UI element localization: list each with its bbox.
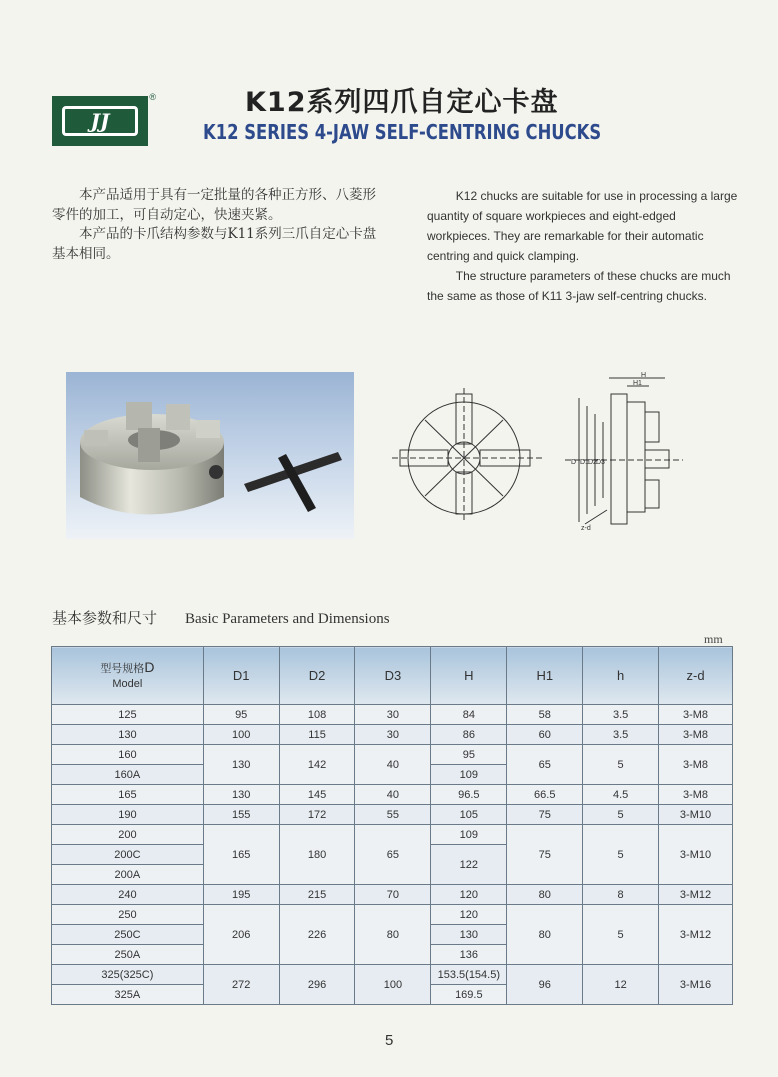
cell: 75: [507, 805, 583, 825]
intro-cn-p1: 本产品适用于具有一定批量的各种正方形、八菱形零件的加工，可自动定心，快速夹紧。: [52, 187, 376, 223]
cell: 12: [583, 965, 659, 1005]
front-view-drawing: [392, 388, 542, 523]
cell: 195: [203, 885, 279, 905]
dim-h1-label: H1: [633, 380, 642, 387]
table-header-row: [52, 647, 733, 705]
cell: 165: [203, 825, 279, 885]
side-view-drawing: [565, 372, 685, 534]
cell: 130: [203, 745, 279, 785]
dim-d-label: D: [571, 459, 577, 466]
cell: 3-M8: [659, 705, 733, 725]
table-row: [52, 905, 733, 925]
cell: 115: [279, 725, 355, 745]
intro-en-p1: K12 chucks are suitable for use in processing a large quantity of square workpieces and eight-edged workpieces. They are remarkable for their automatic centring and quick clamping.: [427, 189, 738, 263]
cell: 105: [431, 805, 507, 825]
cell: 60: [507, 725, 583, 745]
cell: 3-M10: [659, 805, 733, 825]
cell: 80: [507, 905, 583, 965]
header-model-d: D: [144, 658, 155, 675]
chuck-photo-image: [66, 372, 354, 539]
section-heading-cn: 基本参数和尺寸: [52, 609, 158, 627]
cell: 169.5: [431, 985, 507, 1005]
page-title-cn: K12系列四爪自定心卡盘: [245, 87, 559, 118]
table-row: [52, 825, 733, 845]
cell-model: 200C: [52, 845, 204, 865]
cell: 75: [507, 825, 583, 885]
page-title-en: K12 SERIES 4-JAW SELF-CENTRING CHUCKS: [203, 120, 602, 144]
table-row: [52, 745, 733, 765]
cell: 55: [355, 805, 431, 825]
cell: 226: [279, 905, 355, 965]
cell: 3.5: [583, 725, 659, 745]
header-h: h: [583, 647, 659, 705]
cell-model: 200A: [52, 865, 204, 885]
cell: 3-M8: [659, 725, 733, 745]
cell: 180: [279, 825, 355, 885]
cell: 58: [507, 705, 583, 725]
cell: 120: [431, 905, 507, 925]
cell-model: 160A: [52, 765, 204, 785]
page-number: 5: [385, 1032, 394, 1049]
cell: 30: [355, 725, 431, 745]
cell: 84: [431, 705, 507, 725]
dim-h-label: H: [641, 372, 647, 379]
cell: 145: [279, 785, 355, 805]
cell: 3-M12: [659, 885, 733, 905]
dim-d2-label: D2: [588, 459, 597, 466]
cell: 65: [507, 745, 583, 785]
cell: 96: [507, 965, 583, 1005]
cell: 215: [279, 885, 355, 905]
header-model: [52, 647, 204, 705]
cell: 109: [431, 825, 507, 845]
cell: 206: [203, 905, 279, 965]
cell: 66.5: [507, 785, 583, 805]
cell: 108: [279, 705, 355, 725]
cell: 86: [431, 725, 507, 745]
section-heading-en: Basic Parameters and Dimensions: [185, 611, 390, 627]
cell: 4.5: [583, 785, 659, 805]
cell: 136: [431, 945, 507, 965]
header-d1: D1: [203, 647, 279, 705]
cell: 120: [431, 885, 507, 905]
cell: 155: [203, 805, 279, 825]
cell-model: 325(325C): [52, 965, 204, 985]
cell: 5: [583, 905, 659, 965]
cell-model: 165: [52, 785, 204, 805]
dim-zd-label: z-d: [581, 525, 591, 532]
cell: 5: [583, 745, 659, 785]
cell-model: 130: [52, 725, 204, 745]
header-d2: D2: [279, 647, 355, 705]
header-model-en: Model: [112, 677, 143, 690]
header-h1: H1: [507, 647, 583, 705]
cell: 3-M16: [659, 965, 733, 1005]
cell: 5: [583, 825, 659, 885]
dim-d1-label: D1: [580, 459, 589, 466]
cell: 65: [355, 825, 431, 885]
cell: 3-M10: [659, 825, 733, 885]
cell-model: 190: [52, 805, 204, 825]
dim-d3-label: D3: [596, 459, 605, 466]
cell: 70: [355, 885, 431, 905]
cell: 109: [431, 765, 507, 785]
cell: 40: [355, 745, 431, 785]
cell: 3-M12: [659, 905, 733, 965]
registered-mark: ®: [149, 92, 156, 102]
cell-model: 200: [52, 825, 204, 845]
logo-text: JJ: [90, 109, 110, 133]
cell-model: 250A: [52, 945, 204, 965]
section-heading: [52, 607, 390, 628]
cell: 172: [279, 805, 355, 825]
cell: 130: [203, 785, 279, 805]
cell-model: 125: [52, 705, 204, 725]
cell: 3-M8: [659, 745, 733, 785]
intro-en: [427, 186, 739, 306]
cell: 3.5: [583, 705, 659, 725]
table-row: [52, 725, 733, 745]
cell: 272: [203, 965, 279, 1005]
intro-en-p2: The structure parameters of these chucks are much the same as those of K11 3-jaw self-centring chucks.: [427, 269, 731, 303]
header-model-cn: 型号规格: [100, 662, 145, 675]
cell: 3-M8: [659, 785, 733, 805]
cell: 100: [203, 725, 279, 745]
product-photo: [66, 372, 354, 539]
cell: 100: [355, 965, 431, 1005]
table-row: [52, 885, 733, 905]
cell: 122: [431, 845, 507, 885]
cell: 130: [431, 925, 507, 945]
cell-model: 325A: [52, 985, 204, 1005]
cell: 95: [431, 745, 507, 765]
cell: 80: [507, 885, 583, 905]
company-logo: [52, 92, 156, 146]
cell-model: 240: [52, 885, 204, 905]
cell: 296: [279, 965, 355, 1005]
header-zd: z-d: [659, 647, 733, 705]
cell: 40: [355, 785, 431, 805]
cell: 142: [279, 745, 355, 785]
cell-model: 250: [52, 905, 204, 925]
header-h-total: H: [431, 647, 507, 705]
unit-label: mm: [704, 632, 723, 646]
cell: 5: [583, 805, 659, 825]
cell: 8: [583, 885, 659, 905]
cell: 80: [355, 905, 431, 965]
parameters-table: [51, 646, 733, 1005]
table-row: [52, 805, 733, 825]
table-row: [52, 785, 733, 805]
cell: 95: [203, 705, 279, 725]
table-row: [52, 705, 733, 725]
cell-model: 160: [52, 745, 204, 765]
cell: 153.5(154.5): [431, 965, 507, 985]
cell-model: 250C: [52, 925, 204, 945]
intro-cn: [52, 186, 382, 264]
header-d3: D3: [355, 647, 431, 705]
cell: 96.5: [431, 785, 507, 805]
cell: 30: [355, 705, 431, 725]
intro-cn-p2: 本产品的卡爪结构参数与K11系列三爪自定心卡盘基本相同。: [52, 226, 377, 262]
table-row: [52, 965, 733, 985]
